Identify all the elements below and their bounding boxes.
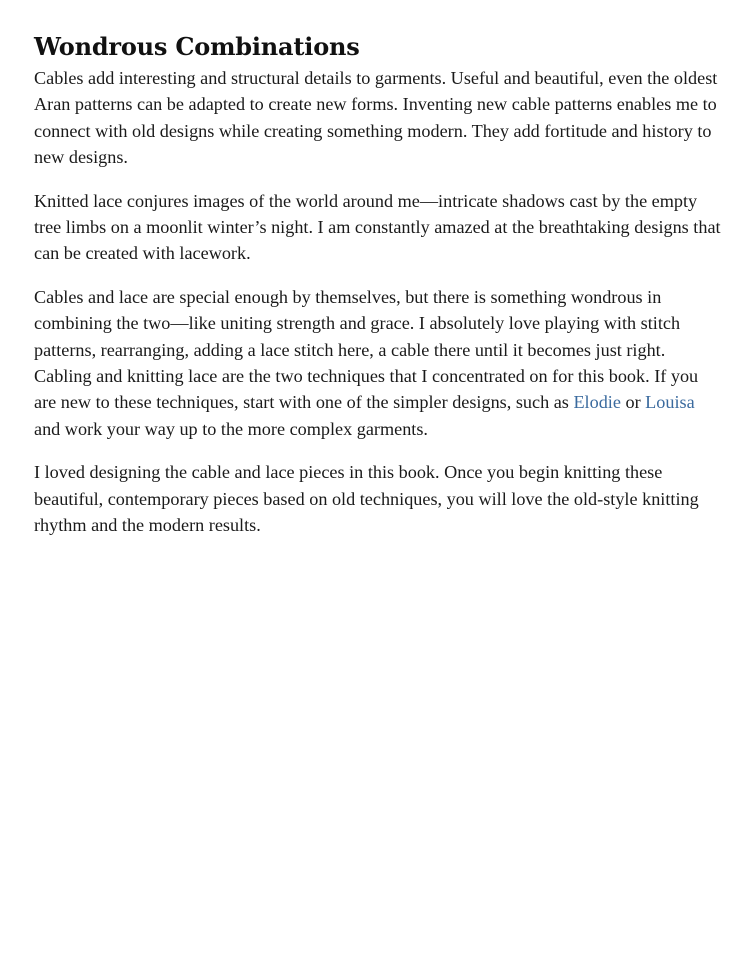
louisa-link[interactable]: Louisa	[645, 392, 695, 413]
paragraph-combining	[34, 284, 724, 442]
paragraph-cables: Cables add interesting and structural details to garments. Useful and beautiful, even the oldest Aran patterns can be adapted to create new forms. Inventing new cable patterns enables me to connect with old designs while creating something modern. They add fortitude and history to new designs.	[34, 68, 718, 168]
paragraph-combining-text-end: and work your way up to the more complex garments.	[34, 418, 428, 439]
paragraph-combining-text-or: or	[620, 392, 646, 413]
page-title: Wondrous Combinations	[34, 32, 360, 61]
elodie-link[interactable]: Elodie	[573, 392, 621, 413]
paragraph-designing: I loved designing the cable and lace pieces in this book. Once you begin knitting these beautiful, contemporary pieces based on old techniques, you will love the old-style knitting rhythm and the modern results.	[34, 462, 699, 536]
page-content	[34, 32, 724, 556]
paragraph-lace: Knitted lace conjures images of the world around me—intricate shadows cast by the empty tree limbs on a moonlit winter’s night. I am constantly amazed at the breathtaking designs that can be created with lacework.	[34, 190, 721, 264]
paragraph-combining-text-start: Cables and lace are special enough by themselves, but there is something wondrous in combining the two—like uniting strength and grace. I absolutely love playing with stitch patterns, rearranging, adding a lace stitch here, a cable there until it becomes just right. Cabling and knitting lace are the two techniques that I concentrated on for this book. If you are new to these techniques, start with one of the simpler designs, such as	[34, 286, 699, 413]
